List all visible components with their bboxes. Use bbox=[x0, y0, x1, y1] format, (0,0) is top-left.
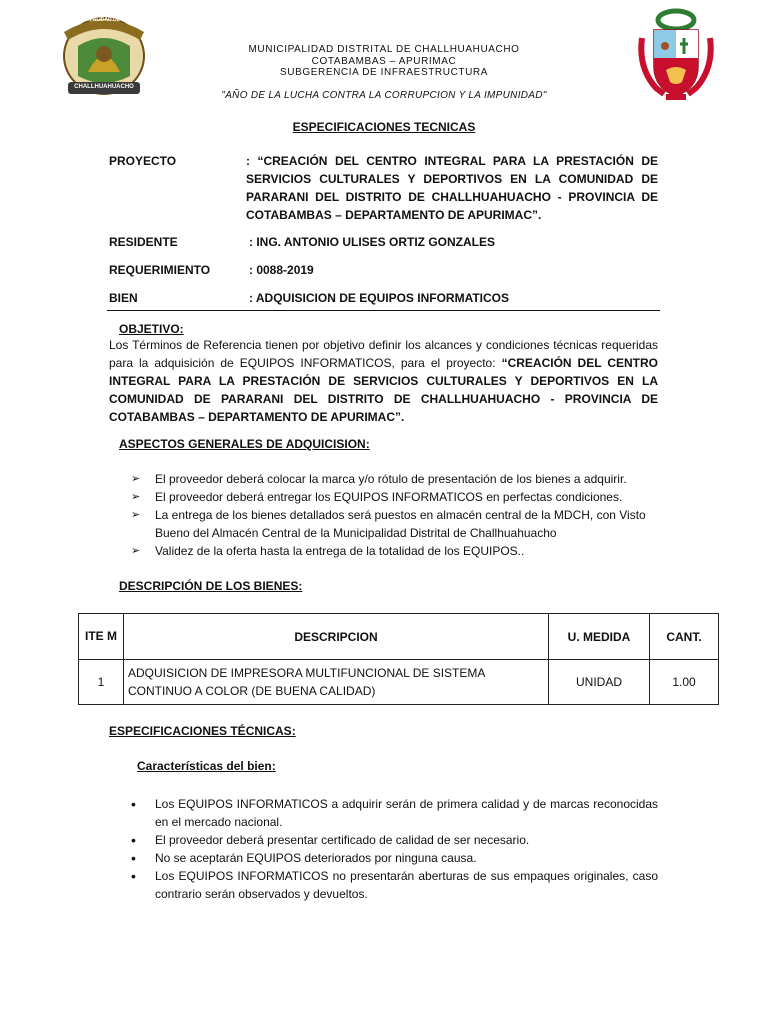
especificaciones-list bbox=[131, 795, 658, 903]
field-value-requerimiento: : 0088-2019 bbox=[249, 263, 314, 277]
objetivo-paragraph bbox=[109, 336, 658, 426]
objetivo-heading: OBJETIVO: bbox=[119, 322, 184, 336]
field-label-residente: RESIDENTE bbox=[109, 235, 178, 249]
th-descripcion: DESCRIPCION bbox=[124, 614, 549, 660]
field-value-bien: : ADQUISICION DE EQUIPOS INFORMATICOS bbox=[249, 291, 510, 305]
cell-item: 1 bbox=[79, 660, 124, 705]
cell-unidad-medida: UNIDAD bbox=[549, 660, 650, 705]
list-item: • No se aceptarán EQUIPOS deteriorados por ninguna causa. bbox=[131, 850, 477, 866]
list-item: ➢ El proveedor deberá colocar la marca y/o rótulo de presentación de los bienes a adquirir. bbox=[131, 472, 627, 486]
especificaciones-heading: ESPECIFICACIONES TÉCNICAS: bbox=[109, 724, 296, 738]
municipal-logo bbox=[58, 10, 172, 100]
list-item: ➢ Validez de la oferta hasta la entrega de la totalidad de los EQUIPOS.. bbox=[131, 544, 525, 558]
arrow-bullet-icon: ➢ bbox=[131, 545, 141, 557]
field-value-residente: : ING. ANTONIO ULISES ORTIZ GONZALES bbox=[249, 235, 496, 249]
objetivo-project-name: “CREACIÓN DEL CENTRO INTEGRAL PARA LA PRESTACIÓN DE SERVICIOS CULTURALES Y DEPORTIVOS EN LA COMUNIDAD DE PARARANI DEL DISTRITO DE CHALLHUAHUACHO - PROVINCIA DE COTABAMBAS – DEPARTAMENTO DE APURIMAC”. bbox=[109, 356, 659, 424]
header-location: COTABAMBAS – APURIMAC bbox=[311, 56, 457, 67]
cell-descripcion: ADQUISICION DE IMPRESORA MULTIFUNCIONAL DE SISTEMA CONTINUO A COLOR (DE BUENA CALIDAD) bbox=[124, 660, 549, 705]
cell-cantidad: 1.00 bbox=[650, 660, 719, 705]
list-item: • Los EQUIPOS INFORMATICOS no presentarán aberturas de sus empaques originales, caso contrario serán observados y devueltos. bbox=[131, 868, 658, 901]
bullet-icon: • bbox=[131, 868, 136, 884]
municipal-logo-bottom-text: CHALLHUAHUACHO bbox=[74, 84, 134, 90]
national-coat-of-arms bbox=[636, 8, 716, 102]
th-cantidad: CANT. bbox=[650, 614, 719, 660]
arrow-bullet-icon: ➢ bbox=[131, 473, 141, 485]
header-motto: "AÑO DE LA LUCHA CONTRA LA CORRUPCION Y LA IMPUNIDAD" bbox=[221, 90, 547, 101]
bullet-icon: • bbox=[131, 796, 136, 812]
bienes-table bbox=[78, 613, 719, 705]
table-header-row bbox=[79, 614, 719, 660]
field-label-requerimiento: REQUERIMIENTO bbox=[109, 263, 211, 277]
aspectos-list bbox=[131, 470, 661, 560]
th-item: ITE M bbox=[79, 614, 124, 660]
bullet-icon: • bbox=[131, 850, 136, 866]
list-item: ➢ El proveedor deberá entregar los EQUIPOS INFORMATICOS en perfectas condiciones. bbox=[131, 490, 623, 504]
list-item: ➢ La entrega de los bienes detallados será puestos en almacén central de la MDCH, con Visto Bueno del Almacén Central de la Municipalidad Distrital de Challhuahuacho bbox=[131, 508, 646, 540]
th-unidad-medida: U. MEDIDA bbox=[549, 614, 650, 660]
aspectos-heading: ASPECTOS GENERALES DE ADQUICISION: bbox=[119, 437, 370, 451]
header-municipality: MUNICIPALIDAD DISTRITAL DE CHALLHUAHUACHO bbox=[248, 44, 520, 55]
header-subgerencia: SUBGERENCIA DE INFRAESTRUCTURA bbox=[279, 67, 489, 78]
list-item: • El proveedor deberá presentar certificado de calidad de ser necesario. bbox=[131, 832, 530, 848]
arrow-bullet-icon: ➢ bbox=[131, 491, 141, 503]
document-title: ESPECIFICACIONES TECNICAS bbox=[292, 120, 476, 134]
descripcion-heading: DESCRIPCIÓN DE LOS BIENES: bbox=[119, 579, 303, 593]
section-divider bbox=[107, 310, 660, 311]
field-label-bien: BIEN bbox=[109, 291, 138, 305]
municipal-logo-top-text: MUNICIPALIDAD DE CHALLHUAHUACHO bbox=[72, 17, 172, 23]
bullet-icon: • bbox=[131, 832, 136, 848]
arrow-bullet-icon: ➢ bbox=[131, 509, 141, 521]
table-row bbox=[79, 660, 719, 705]
caracteristicas-subheading: Características del bien: bbox=[137, 759, 276, 773]
field-value-proyecto: : “CREACIÓN DEL CENTRO INTEGRAL PARA LA PRESTACIÓN DE SERVICIOS CULTURALES Y DEPORTIVOS EN LA COMUNIDAD DE PARARANI DEL DISTRITO DE CHALLHUAHUACHO - PROVINCIA DE COTABAMBAS – DEPARTAMENTO DE APURIMAC”. bbox=[246, 154, 658, 222]
field-label-proyecto: PROYECTO bbox=[109, 154, 177, 168]
objetivo-text: Los Términos de Referencia tienen por objetivo definir los alcances y condiciones técnicas requeridas para la adquisición de EQUIPOS INFORMATICOS, para el proyecto: bbox=[109, 338, 658, 370]
list-item: • Los EQUIPOS INFORMATICOS a adquirir serán de primera calidad y de marcas reconocidas en el mercado nacional. bbox=[131, 796, 658, 829]
